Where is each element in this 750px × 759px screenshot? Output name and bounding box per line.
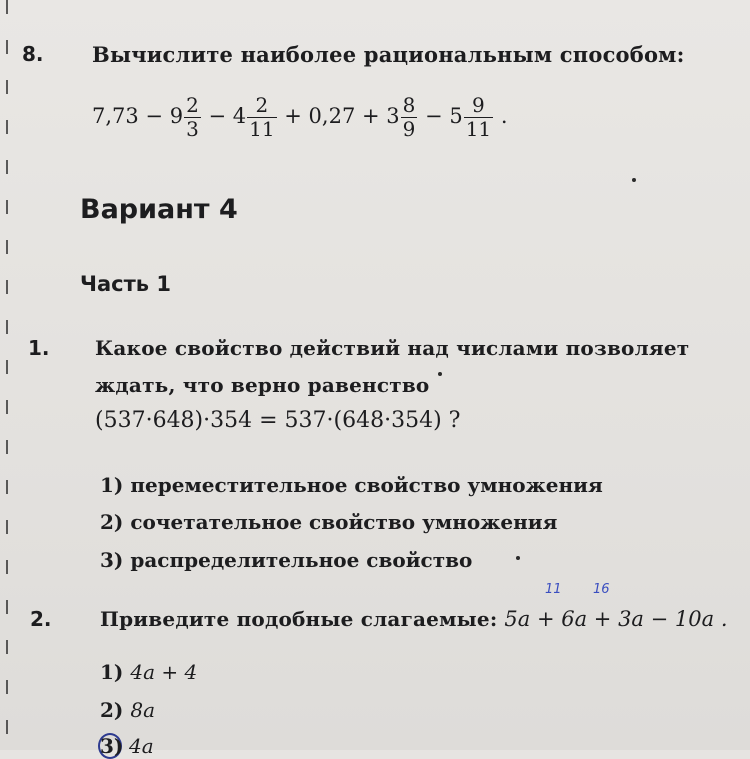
task-2-question [100,607,728,631]
task-2-number: 2. [30,607,52,631]
expr-part-2: − 4 [208,104,247,128]
task-2-option-3 [98,733,154,759]
option-number: 1) [100,660,124,684]
task-2-option-2 [100,698,155,722]
option-number: 1) [100,473,124,497]
option-number: 2) [100,510,124,534]
task-1-option-3 [100,548,472,572]
pencil-note-11: 11 [545,582,562,597]
expr-part-4: − 5 [425,104,463,128]
expr-end: . [500,104,508,128]
margin-line [6,0,8,750]
expr-part-1: 7,73 − 9 [92,104,184,128]
option-number: 3) [100,734,124,758]
scan-dot [516,556,520,560]
fraction-9-11: $\frac{9}{11}$ [465,93,492,141]
option-text: сочетательное свойство умножения [130,510,558,534]
expr-part-3: + 0,27 + 3 [284,104,400,128]
task-1-number: 1. [28,336,50,360]
task-8-expression [92,94,508,141]
option-text: 8a [130,698,156,722]
task-1-equation: (537·648)·354 = 537·(648·354) ? [95,408,461,433]
fraction-2-3: $\frac{2}{3}$ [186,93,199,141]
task-8-number: 8. [22,42,44,66]
task-1-question-line-2: ждать, что верно равенство [95,373,430,397]
task-2-option-1 [100,660,197,684]
variant-title: Вариант 4 [80,194,238,225]
task-1-question-line-1: Какое свойство действий над числами позволяет [95,336,690,360]
scan-dot [632,178,636,182]
option-number: 3) [100,548,124,572]
task-1-option-1 [100,473,603,497]
fraction-2-11: $\frac{2}{11}$ [249,93,275,141]
fraction-8-9: $\frac{8}{9}$ [402,93,416,141]
option-number: 2) [100,698,124,722]
option-text: переместительное свойство умножения [130,473,603,497]
option-text: 4a [128,734,154,758]
scan-dot [438,372,442,376]
task-8-instruction: Вычислите наиболее рациональным способом: [92,42,685,67]
part-title: Часть 1 [80,272,171,296]
task-1-option-2 [100,510,557,534]
task-2-expression: 5a + 6a + 3a − 10a . [504,607,728,631]
answer-circle-mark [98,733,122,759]
option-text: 4a + 4 [130,660,198,684]
task-2-instruction: Приведите подобные слагаемые: [100,607,498,631]
option-text: распределительное свойство [130,548,473,572]
pencil-note-16: 16 [593,582,610,597]
